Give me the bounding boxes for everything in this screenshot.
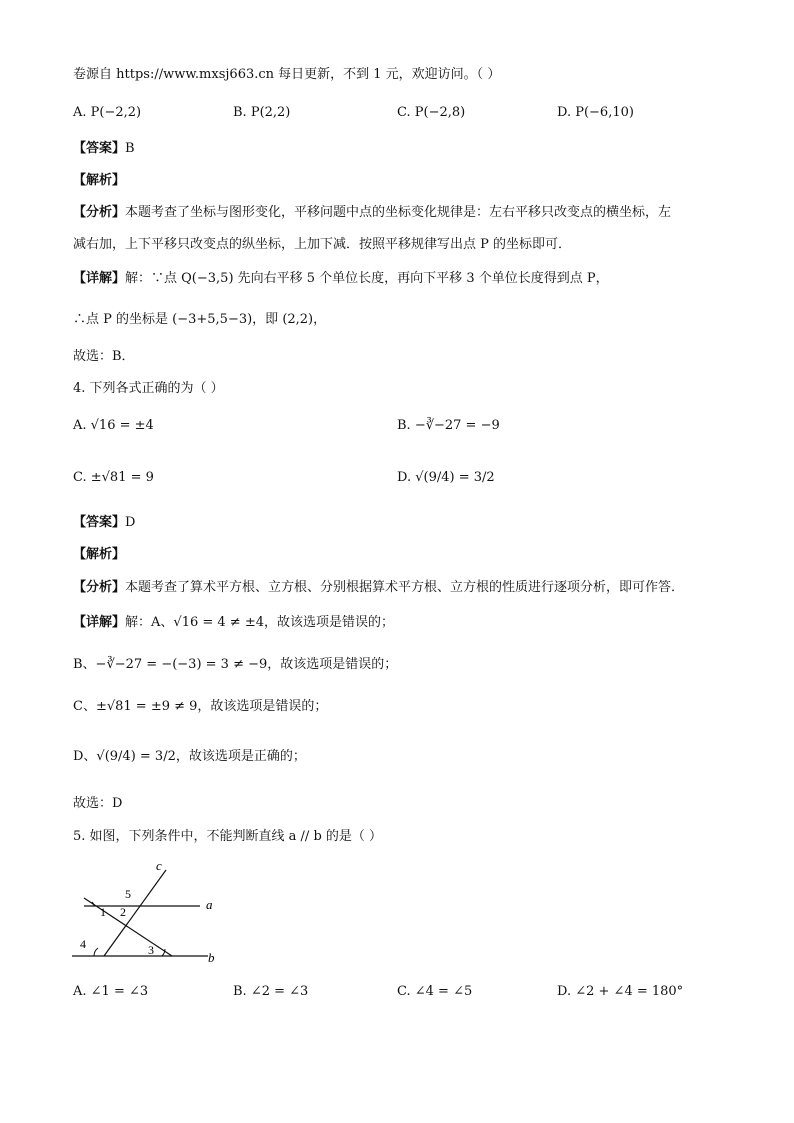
line-c <box>104 870 166 956</box>
q5-stem <box>73 828 382 846</box>
q4-choice-text: 故选：D <box>73 796 123 811</box>
q3-detail-text2: ∴点 P 的坐标是 (−3+5,5−3)，即 (2,2)， <box>73 312 327 327</box>
q3-option-b-text: B. P(2,2) <box>233 105 291 120</box>
q3-option-d <box>557 104 634 122</box>
q5-stem-text: 5. 如图，下列条件中，不能判断直线 a // b 的是（ ） <box>73 829 383 844</box>
label-angle-4: 4 <box>80 937 86 951</box>
q4-fenxi-text: 本题考查了算术平方根、立方根、分别根据算术平方根、立方根的性质进行逐项分析，即可作答． <box>125 580 685 595</box>
q4-fenxi-tag: 【分析】 <box>73 580 126 595</box>
q5-option-c-text: C. ∠4 = ∠5 <box>397 984 473 999</box>
q3-answer-line <box>73 140 135 158</box>
q4-option-c <box>73 469 154 487</box>
q4-answer-line <box>73 514 135 532</box>
q4-answer-tag: 【答案】 <box>73 515 126 530</box>
label-angle-5: 5 <box>125 887 131 901</box>
q3-fenxi-line2 <box>73 236 571 254</box>
label-c: c <box>156 858 162 873</box>
angle-arc-4 <box>94 948 98 956</box>
q3-detail-tag: 【详解】 <box>73 271 126 286</box>
q5-figure <box>70 858 230 970</box>
q3-answer-value: B <box>125 141 135 156</box>
q4-option-d-text: D. √(9/4) = 3/2 <box>397 470 495 485</box>
label-angle-3: 3 <box>148 943 154 957</box>
label-angle-2: 2 <box>120 905 126 919</box>
q4-detail-c-text: C、±√81 = ±9 ≠ 9，故该选项是错误的； <box>73 699 328 714</box>
q5-option-a <box>73 983 148 1001</box>
q3-option-a <box>73 104 141 122</box>
q3-choice-text: 故选：B． <box>73 349 135 364</box>
q3-option-d-text: D. P(−6,10) <box>557 105 634 120</box>
q3-fenxi-tag: 【分析】 <box>73 205 126 220</box>
q3-option-c-text: C. P(−2,8) <box>397 105 466 120</box>
q4-detail-a-text: 解：A、√16 = 4 ≠ ±4，故该选项是错误的； <box>125 615 394 630</box>
q3-analysis-tag-text: 【解析】 <box>73 173 126 188</box>
q4-stem-text: 4. 下列各式正确的为（ ） <box>73 381 224 396</box>
q5-option-d <box>557 983 683 1001</box>
q3-option-a-text: A. P(−2,2) <box>73 105 142 120</box>
q3-fenxi-text2: 减右加，上下平移只改变点的纵坐标，上加下减．按照平移规律写出点 P 的坐标即可． <box>73 237 572 252</box>
q3-option-c <box>397 104 465 122</box>
q4-detail-tag: 【详解】 <box>73 615 126 630</box>
label-a: a <box>206 897 213 912</box>
q3-detail-line2 <box>73 311 326 329</box>
q3-fenxi-line1 <box>73 204 671 222</box>
q4-option-a-text: A. √16 = ±4 <box>73 418 154 433</box>
q3-fenxi-text1: 本题考查了坐标与图形变化，平移问题中点的坐标变化规律是：左右平移只改变点的横坐标，左 <box>125 205 672 220</box>
q4-detail-d <box>73 748 306 766</box>
q4-detail-a <box>73 614 394 632</box>
q4-choice <box>73 795 122 813</box>
q4-option-c-text: C. ±√81 = 9 <box>73 470 154 485</box>
q5-option-d-text: D. ∠2 + ∠4 = 180° <box>557 984 684 999</box>
q4-detail-b-text: B、−∛−27 = −(−3) = 3 ≠ −9，故该选项是错误的； <box>73 657 398 672</box>
q4-answer-value: D <box>125 515 136 530</box>
q5-option-c <box>397 983 472 1001</box>
q3-detail-text1: 解：∵点 Q(−3,5) 先向右平移 5 个单位长度，再向下平移 3 个单位长度得到点 P， <box>125 271 609 286</box>
q4-option-d <box>397 469 495 487</box>
q5-option-a-text: A. ∠1 = ∠3 <box>73 984 149 999</box>
transversal <box>84 898 172 956</box>
q4-option-b-text: B. −∛−27 = −9 <box>397 418 500 433</box>
q4-stem <box>73 380 224 398</box>
label-angle-1: 1 <box>100 905 106 919</box>
q3-choice <box>73 348 135 366</box>
q4-detail-d-text: D、√(9/4) = 3/2，故该选项是正确的； <box>73 749 306 764</box>
header-source-line <box>73 66 500 84</box>
q3-answer-tag: 【答案】 <box>73 141 126 156</box>
q4-analysis-tag <box>73 546 125 564</box>
q4-option-b <box>397 417 500 435</box>
label-b: b <box>208 950 215 965</box>
q5-option-b <box>233 983 308 1001</box>
q3-option-b <box>233 104 290 122</box>
q4-detail-b <box>73 656 397 674</box>
q5-option-b-text: B. ∠2 = ∠3 <box>233 984 309 999</box>
q3-analysis-tag <box>73 172 125 190</box>
header-source-text: 卷源自 https://www.mxsj663.cn 每日更新，不到 1 元，欢迎访问。（ ） <box>73 67 501 82</box>
q4-analysis-tag-text: 【解析】 <box>73 547 126 562</box>
q4-option-a <box>73 417 154 435</box>
q4-fenxi-line <box>73 579 684 597</box>
q3-detail-line1 <box>73 270 609 288</box>
q4-detail-c <box>73 698 327 716</box>
